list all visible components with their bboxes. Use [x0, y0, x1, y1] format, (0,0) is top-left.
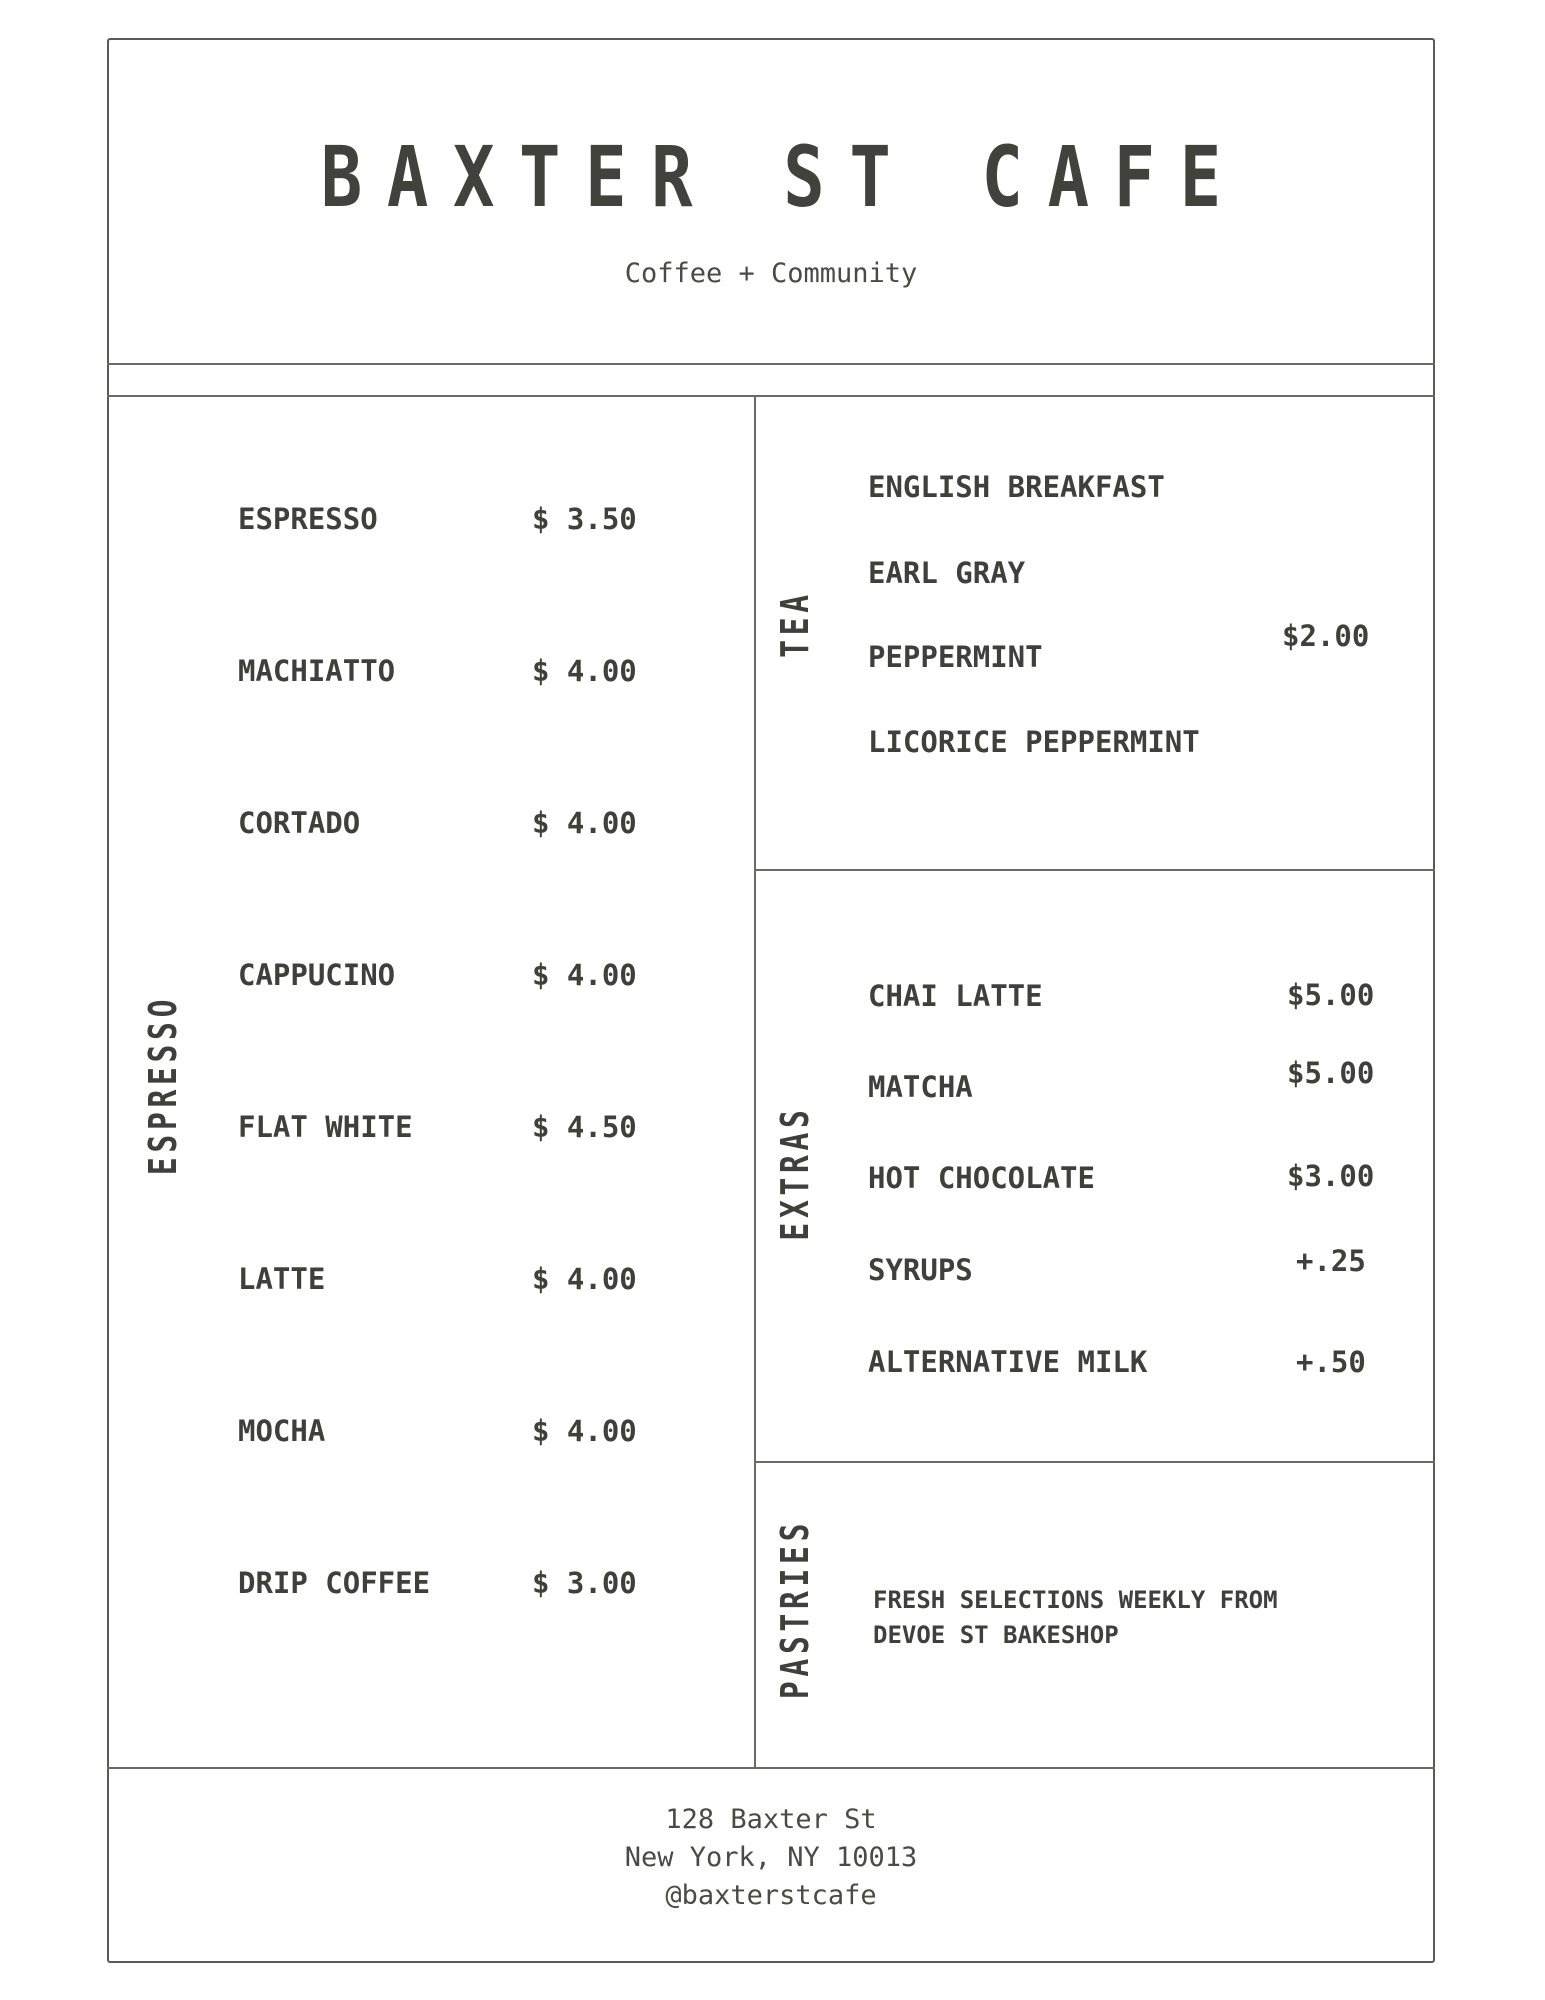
extras-item-price: $5.00 [1287, 1056, 1375, 1090]
social-handle: @baxterstcafe [665, 1880, 877, 1911]
tea-item-name: EARL GRAY [868, 556, 1026, 590]
extras-item-name: SYRUPS [868, 1253, 973, 1287]
extras-item-name: CHAI LATTE [868, 979, 1043, 1013]
extras-item-name: HOT CHOCOLATE [868, 1161, 1095, 1195]
tea-item-name: PEPPERMINT [868, 640, 1043, 674]
menu-item-name: ESPRESSO [238, 502, 378, 536]
menu-item-name: MACHIATTO [238, 654, 396, 688]
extras-item-price: +.50 [1296, 1345, 1366, 1379]
extras-item-price: +.25 [1296, 1244, 1366, 1278]
extras-item-name: ALTERNATIVE MILK [868, 1345, 1148, 1379]
menu-item-name: CAPPUCINO [238, 958, 396, 992]
menu-item-price: $ 4.00 [532, 806, 637, 840]
tea-item-name: LICORICE PEPPERMINT [868, 725, 1200, 759]
menu-item-price: $ 4.00 [532, 958, 637, 992]
espresso-section-label: ESPRESSO [141, 994, 185, 1176]
address-city: New York, NY 10013 [624, 1842, 918, 1873]
menu-item-name: CORTADO [238, 806, 361, 840]
tea-item-name: ENGLISH BREAKFAST [868, 470, 1165, 504]
header-divider-bottom [107, 395, 1435, 397]
pastries-section-label: PASTRIES [773, 1518, 817, 1700]
pastries-note: FRESH SELECTIONS WEEKLY FROM DEVOE ST BAKESHOP [873, 1586, 1278, 1649]
footer-divider [107, 1767, 1435, 1769]
cafe-title: BAXTER ST CAFE [320, 128, 1246, 226]
extras-item-price: $3.00 [1287, 1159, 1375, 1193]
tea-extras-divider [755, 869, 1435, 871]
tea-price: $2.00 [1282, 619, 1370, 653]
menu-item-price: $ 4.00 [532, 1414, 637, 1448]
menu-item-price: $ 4.50 [532, 1110, 637, 1144]
address-street: 128 Baxter St [665, 1804, 877, 1835]
header-divider-top [107, 363, 1435, 365]
menu-item-name: MOCHA [238, 1414, 326, 1448]
menu-item-name: DRIP COFFEE [238, 1566, 431, 1600]
extras-pastries-divider [755, 1461, 1435, 1463]
extras-item-price: $5.00 [1287, 978, 1375, 1012]
column-divider [754, 395, 756, 1768]
menu-item-price: $ 3.50 [532, 502, 637, 536]
menu-item-name: LATTE [238, 1262, 326, 1296]
extras-item-name: MATCHA [868, 1070, 973, 1104]
cafe-tagline: Coffee + Community [624, 258, 918, 289]
menu-item-price: $ 3.00 [532, 1566, 637, 1600]
menu-frame [107, 38, 1435, 1963]
menu-item-price: $ 4.00 [532, 1262, 637, 1296]
menu-item-price: $ 4.00 [532, 654, 637, 688]
extras-section-label: EXTRAS [773, 1105, 817, 1241]
menu-item-name: FLAT WHITE [238, 1110, 413, 1144]
tea-section-label: TEA [773, 590, 817, 658]
